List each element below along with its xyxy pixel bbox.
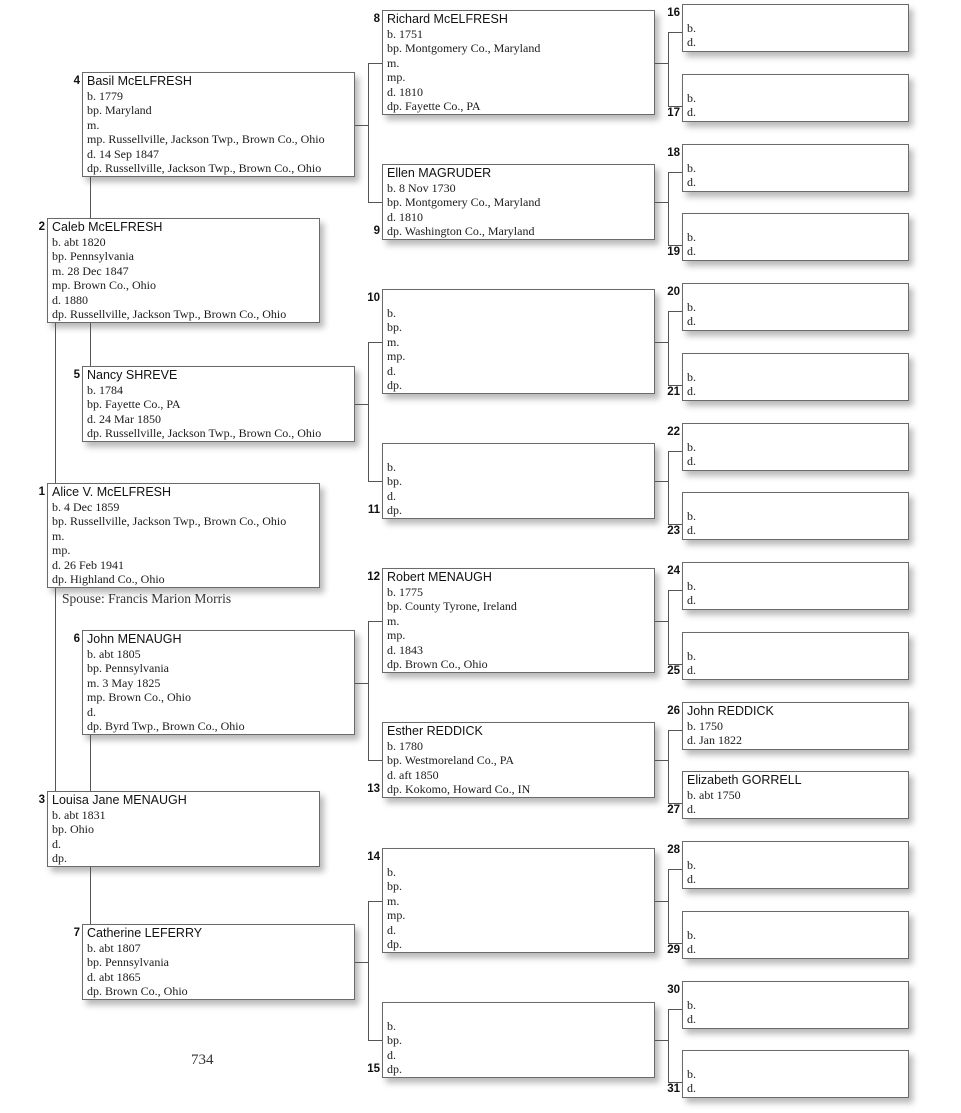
- connector-line: [368, 1040, 382, 1041]
- person-box-4[interactable]: [82, 72, 355, 177]
- person-detail: d.: [387, 922, 396, 937]
- ahnentafel-number: 16: [667, 7, 680, 19]
- ahnentafel-number: 17: [667, 107, 680, 119]
- connector-line: [668, 869, 669, 943]
- connector-line: [668, 451, 669, 524]
- person-detail: d. aft 1850: [387, 767, 439, 782]
- person-detail: m.: [387, 55, 400, 70]
- person-detail: bp. Ohio: [52, 822, 94, 837]
- connector-line: [668, 1009, 669, 1082]
- person-name: [387, 445, 654, 460]
- person-detail: d.: [387, 1047, 396, 1062]
- person-detail: mp.: [52, 543, 71, 558]
- person-detail: b. 1750: [687, 719, 723, 733]
- person-box-15[interactable]: [382, 1002, 655, 1078]
- connector-line: [655, 901, 668, 902]
- connector-line: [368, 621, 369, 761]
- person-detail: b.: [387, 306, 396, 320]
- connector-line: [655, 621, 668, 622]
- ahnentafel-number: 27: [667, 804, 680, 816]
- person-detail: mp. Brown Co., Ohio: [87, 690, 192, 705]
- connector-line: [668, 1009, 682, 1010]
- person-detail: dp.: [387, 937, 402, 952]
- person-box-28[interactable]: [682, 841, 909, 889]
- person-detail: b. 1779: [87, 89, 123, 103]
- person-detail: d. 1810: [387, 84, 423, 99]
- person-detail: d.: [687, 105, 696, 120]
- person-detail: bp. Russellville, Jackson Twp., Brown Co., Ohio: [52, 514, 287, 529]
- ahnentafel-number: 5: [73, 369, 80, 381]
- person-detail: d.: [687, 872, 696, 887]
- connector-line: [655, 63, 668, 64]
- person-detail: m.: [387, 613, 400, 628]
- person-name: [687, 6, 908, 21]
- person-detail: dp. Kokomo, Howard Co., IN: [387, 782, 531, 797]
- person-detail: m.: [387, 893, 400, 908]
- ahnentafel-number: 2: [38, 221, 45, 233]
- connector-line: [655, 202, 668, 203]
- person-detail: bp. County Tyrone, Ireland: [387, 599, 517, 614]
- connector-line: [90, 323, 91, 366]
- ahnentafel-number: 4: [73, 75, 80, 87]
- person-detail: b. 8 Nov 1730: [387, 181, 456, 195]
- person-detail: bp. Westmoreland Co., PA: [387, 753, 515, 768]
- person-box-1[interactable]: [47, 483, 320, 588]
- person-detail: d.: [687, 35, 696, 50]
- ahnentafel-number: 28: [667, 844, 680, 856]
- connector-line: [368, 63, 382, 64]
- connector-line: [368, 342, 382, 343]
- connector-line: [368, 63, 369, 203]
- person-name: Louisa Jane MENAUGH: [52, 793, 187, 807]
- person-detail: dp. Byrd Twp., Brown Co., Ohio: [87, 719, 245, 734]
- connector-line: [368, 202, 382, 203]
- connector-line: [655, 760, 668, 761]
- person-detail: b.: [687, 230, 696, 244]
- connector-line: [668, 311, 669, 385]
- connector-line: [655, 342, 668, 343]
- person-detail: dp. Washington Co., Maryland: [387, 224, 535, 239]
- ahnentafel-number: 31: [667, 1083, 680, 1095]
- connector-line: [668, 803, 682, 804]
- person-detail: d.: [687, 384, 696, 399]
- person-name: [387, 1004, 654, 1019]
- person-detail: mp.: [387, 908, 406, 923]
- person-detail: dp.: [387, 378, 402, 393]
- person-detail: dp. Brown Co., Ohio: [87, 984, 188, 999]
- person-detail: b.: [387, 1019, 396, 1033]
- connector-line: [368, 621, 382, 622]
- person-detail: m.: [87, 117, 100, 132]
- connector-line: [668, 869, 682, 870]
- person-name: [687, 913, 908, 928]
- ahnentafel-number: 6: [73, 633, 80, 645]
- connector-line: [668, 172, 669, 245]
- ahnentafel-number: 8: [373, 13, 380, 25]
- person-box-24[interactable]: [682, 562, 909, 610]
- person-detail: dp. Fayette Co., PA: [387, 99, 481, 114]
- person-box-31[interactable]: [682, 1050, 909, 1098]
- connector-line: [90, 867, 91, 924]
- person-detail: b. 1784: [87, 383, 123, 397]
- ahnentafel-number: 29: [667, 944, 680, 956]
- person-detail: d.: [687, 454, 696, 469]
- person-box-26[interactable]: [682, 702, 909, 750]
- person-name: [687, 634, 908, 649]
- person-name: [387, 291, 654, 306]
- person-box-8[interactable]: [382, 10, 655, 115]
- connector-line: [368, 481, 382, 482]
- person-detail: dp.: [52, 851, 67, 866]
- ahnentafel-number: 24: [667, 565, 680, 577]
- person-detail: d. Jan 1822: [687, 733, 742, 748]
- connector-line: [668, 245, 682, 246]
- person-box-20[interactable]: [682, 283, 909, 331]
- person-box-29[interactable]: [682, 911, 909, 959]
- person-name: [687, 1052, 908, 1067]
- person-detail: mp.: [387, 628, 406, 643]
- connector-line: [668, 32, 669, 106]
- person-detail: dp.: [387, 503, 402, 518]
- person-detail: d. abt 1865: [87, 969, 141, 984]
- person-detail: d.: [52, 836, 61, 851]
- connector-line: [668, 943, 682, 944]
- person-detail: b.: [687, 161, 696, 175]
- connector-line: [368, 901, 369, 1041]
- person-detail: d.: [687, 175, 696, 190]
- person-box-3[interactable]: [47, 791, 320, 867]
- person-detail: bp.: [387, 320, 402, 335]
- person-detail: d.: [687, 663, 696, 678]
- person-detail: b.: [387, 460, 396, 474]
- person-detail: m.: [387, 334, 400, 349]
- person-detail: b. 1780: [387, 739, 423, 753]
- spouse-note: Spouse: Francis Marion Morris: [62, 591, 232, 606]
- connector-line: [368, 901, 382, 902]
- ahnentafel-number: 20: [667, 286, 680, 298]
- person-detail: mp.: [387, 349, 406, 364]
- connector-line: [668, 730, 669, 803]
- person-detail: b.: [687, 998, 696, 1012]
- connector-line: [368, 342, 369, 482]
- person-detail: b. abt 1831: [52, 808, 106, 822]
- person-box-16[interactable]: [682, 4, 909, 52]
- person-detail: mp. Russellville, Jackson Twp., Brown Co., Ohio: [87, 132, 325, 147]
- person-name: [687, 285, 908, 300]
- person-detail: b.: [687, 649, 696, 663]
- connector-line: [668, 451, 682, 452]
- connector-line: [668, 524, 682, 525]
- connector-line: [355, 125, 368, 126]
- connector-line: [668, 590, 669, 664]
- ahnentafel-number: 12: [367, 571, 380, 583]
- ahnentafel-number: 1: [38, 486, 45, 498]
- person-box-6[interactable]: [82, 630, 355, 735]
- person-name: John REDDICK: [687, 704, 774, 718]
- person-detail: bp.: [387, 879, 402, 894]
- person-box-12[interactable]: [382, 568, 655, 673]
- person-box-30[interactable]: [682, 981, 909, 1029]
- person-detail: d.: [687, 593, 696, 608]
- person-name: Nancy SHREVE: [87, 368, 178, 382]
- person-detail: b.: [687, 370, 696, 384]
- person-box-22[interactable]: [682, 423, 909, 471]
- person-detail: bp. Fayette Co., PA: [87, 397, 181, 412]
- connector-line: [668, 730, 682, 731]
- person-detail: mp.: [387, 70, 406, 85]
- person-name: [687, 983, 908, 998]
- person-box-10[interactable]: [382, 289, 655, 394]
- person-box-21[interactable]: [682, 353, 909, 401]
- person-detail: b. abt 1805: [87, 647, 141, 661]
- person-detail: d.: [687, 314, 696, 329]
- connector-line: [668, 32, 682, 33]
- person-detail: b. 4 Dec 1859: [52, 500, 120, 514]
- person-box-13[interactable]: [382, 722, 655, 798]
- person-detail: d. 1843: [387, 642, 423, 657]
- connector-line: [668, 385, 682, 386]
- person-detail: dp.: [387, 1062, 402, 1077]
- ahnentafel-number: 14: [367, 851, 380, 863]
- connector-line: [668, 590, 682, 591]
- connector-line: [668, 664, 682, 665]
- person-detail: b.: [687, 928, 696, 942]
- person-detail: bp. Maryland: [87, 103, 152, 118]
- ahnentafel-number: 23: [667, 525, 680, 537]
- person-detail: dp. Brown Co., Ohio: [387, 657, 488, 672]
- person-name: [687, 215, 908, 230]
- person-name: [387, 850, 654, 865]
- connector-line: [655, 1040, 668, 1041]
- ahnentafel-number: 18: [667, 147, 680, 159]
- person-box-25[interactable]: [682, 632, 909, 680]
- person-box-23[interactable]: [682, 492, 909, 540]
- ahnentafel-number: 30: [667, 984, 680, 996]
- person-detail: b.: [687, 579, 696, 593]
- person-detail: d. 1880: [52, 292, 88, 307]
- person-name: [687, 564, 908, 579]
- connector-line: [90, 177, 91, 218]
- person-name: Elizabeth GORRELL: [687, 773, 802, 787]
- ahnentafel-number: 11: [367, 504, 380, 516]
- person-box-11[interactable]: [382, 443, 655, 519]
- person-detail: b. abt 1750: [687, 788, 741, 802]
- ahnentafel-number: 15: [367, 1063, 380, 1075]
- person-name: Catherine LEFERRY: [87, 926, 203, 940]
- person-detail: bp.: [387, 1033, 402, 1048]
- person-detail: dp. Russellville, Jackson Twp., Brown Co., Ohio: [52, 307, 287, 322]
- connector-line: [668, 172, 682, 173]
- person-detail: mp. Brown Co., Ohio: [52, 278, 157, 293]
- person-detail: d.: [387, 363, 396, 378]
- person-detail: b.: [687, 91, 696, 105]
- person-box-7[interactable]: [82, 924, 355, 1000]
- person-name: Basil McELFRESH: [87, 74, 192, 88]
- person-detail: dp. Highland Co., Ohio: [52, 572, 165, 587]
- person-name: [687, 355, 908, 370]
- person-detail: d.: [87, 704, 96, 719]
- person-detail: bp. Pennsylvania: [52, 249, 134, 264]
- person-box-19[interactable]: [682, 213, 909, 261]
- person-detail: d.: [387, 488, 396, 503]
- person-detail: dp. Russellville, Jackson Twp., Brown Co., Ohio: [87, 161, 322, 176]
- person-detail: b.: [687, 300, 696, 314]
- ahnentafel-number: 21: [667, 386, 680, 398]
- connector-line: [355, 683, 368, 684]
- person-detail: d.: [687, 1012, 696, 1027]
- person-detail: bp. Montgomery Co., Maryland: [387, 41, 541, 56]
- ahnentafel-number: 10: [367, 292, 380, 304]
- person-detail: b.: [687, 858, 696, 872]
- ahnentafel-number: 19: [667, 246, 680, 258]
- person-detail: b.: [687, 440, 696, 454]
- ahnentafel-number: 22: [667, 426, 680, 438]
- person-box-17[interactable]: [682, 74, 909, 122]
- connector-line: [668, 1082, 682, 1083]
- person-detail: m.: [52, 528, 65, 543]
- person-detail: d.: [687, 802, 696, 817]
- person-detail: b. abt 1807: [87, 941, 141, 955]
- ahnentafel-number: 26: [667, 705, 680, 717]
- connector-line: [655, 481, 668, 482]
- page-number: 734: [191, 1052, 214, 1068]
- connector-line: [355, 404, 368, 405]
- person-detail: bp. Pennsylvania: [87, 661, 169, 676]
- person-detail: b.: [687, 509, 696, 523]
- person-name: [687, 146, 908, 161]
- person-name: [687, 494, 908, 509]
- connector-line: [355, 962, 368, 963]
- connector-line: [55, 323, 56, 483]
- person-name: Robert MENAUGH: [387, 570, 492, 584]
- ahnentafel-number: 25: [667, 665, 680, 677]
- person-detail: d.: [687, 244, 696, 259]
- person-box-5[interactable]: [82, 366, 355, 442]
- ahnentafel-number: 13: [367, 783, 380, 795]
- connector-line: [90, 735, 91, 791]
- connector-line: [668, 106, 682, 107]
- connector-line: [55, 588, 56, 791]
- connector-line: [368, 760, 382, 761]
- person-name: Alice V. McELFRESH: [52, 485, 172, 499]
- person-name: Esther REDDICK: [387, 724, 483, 738]
- person-detail: b. 1775: [387, 585, 423, 599]
- person-detail: m. 3 May 1825: [87, 675, 161, 690]
- person-detail: d.: [687, 1081, 696, 1096]
- person-detail: b.: [387, 865, 396, 879]
- ahnentafel-number: 9: [373, 225, 380, 237]
- person-name: Ellen MAGRUDER: [387, 166, 492, 180]
- person-box-18[interactable]: [682, 144, 909, 192]
- connector-line: [668, 311, 682, 312]
- person-detail: b. abt 1820: [52, 235, 106, 249]
- person-box-2[interactable]: [47, 218, 320, 323]
- person-detail: bp. Pennsylvania: [87, 955, 169, 970]
- person-name: [687, 843, 908, 858]
- person-detail: b.: [687, 21, 696, 35]
- person-detail: d.: [687, 523, 696, 538]
- person-detail: d. 14 Sep 1847: [87, 146, 159, 161]
- person-detail: d.: [687, 942, 696, 957]
- person-name: Richard McELFRESH: [387, 12, 508, 26]
- person-name: [687, 76, 908, 91]
- person-detail: b. 1751: [387, 27, 423, 41]
- person-detail: d. 24 Mar 1850: [87, 411, 161, 426]
- ahnentafel-number: 7: [73, 927, 80, 939]
- person-name: John MENAUGH: [87, 632, 182, 646]
- person-name: [687, 425, 908, 440]
- person-box-9[interactable]: [382, 164, 655, 240]
- person-box-14[interactable]: [382, 848, 655, 953]
- person-detail: dp. Russellville, Jackson Twp., Brown Co., Ohio: [87, 426, 322, 441]
- person-detail: m. 28 Dec 1847: [52, 263, 129, 278]
- person-detail: d. 1810: [387, 209, 423, 224]
- person-detail: bp.: [387, 474, 402, 489]
- person-detail: b.: [687, 1067, 696, 1081]
- person-detail: bp. Montgomery Co., Maryland: [387, 195, 541, 210]
- ahnentafel-number: 3: [38, 794, 45, 806]
- person-detail: d. 26 Feb 1941: [52, 557, 124, 572]
- person-name: Caleb McELFRESH: [52, 220, 163, 234]
- person-box-27[interactable]: [682, 771, 909, 819]
